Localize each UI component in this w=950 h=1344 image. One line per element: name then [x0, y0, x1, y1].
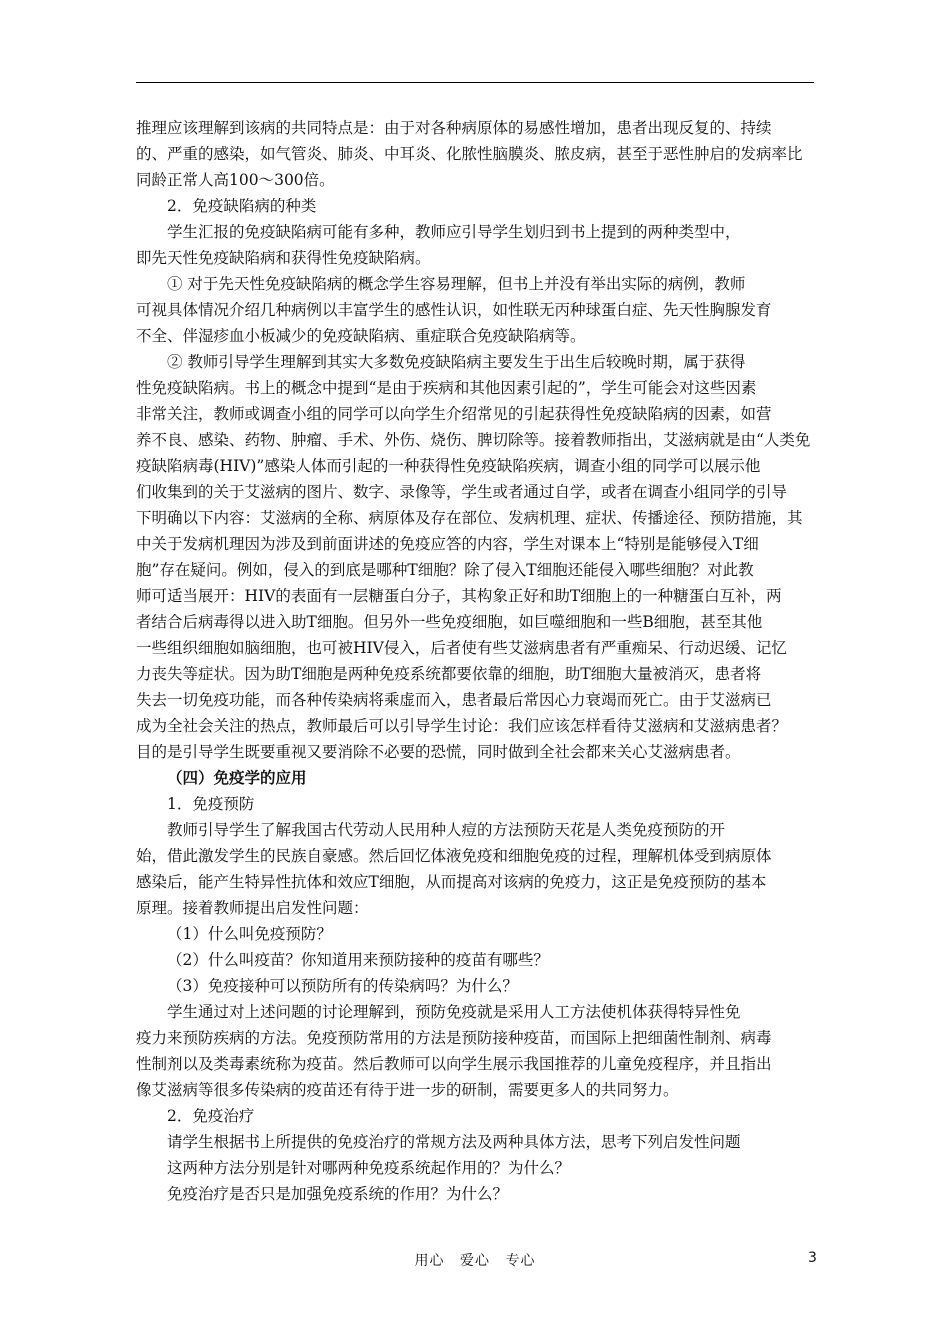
paragraph-line: 像艾滋病等很多传染病的疫苗还有待于进一步的研制，需要更多人的共同努力。 [136, 1081, 679, 1099]
paragraph-line: 不全、伴湿疹血小板减少的免疫缺陷病、重症联合免疫缺陷病等。 [136, 327, 586, 345]
paragraph-first-line: 请学生根据书上所提供的免疫治疗的常规方法及两种具体方法，思考下列启发性问题 [167, 1133, 741, 1151]
document-body [136, 115, 816, 1207]
paragraph-first-line: 教师引导学生了解我国古代劳动人民用种人痘的方法预防天花是人类免疫预防的开 [167, 821, 726, 839]
paragraph-line: 的、严重的感染，如气管炎、肺炎、中耳炎、化脓性脑膜炎、脓皮病，甚至于恶性肿启的发病率比 [136, 145, 803, 163]
paragraph-line: 疫缺陷病毒(HIV)”感染人体而引起的一种获得性免疫缺陷疾病，调查小组的同学可以展示他 [136, 457, 761, 475]
footer-motto: 用心 爱心 专心 [414, 1253, 536, 1269]
paragraph-line: 力丧失等症状。因为助T细胞是两种免疫系统都要依靠的细胞，助T细胞大量被消灭，患者将 [136, 665, 762, 683]
paragraph-line: 中关于发病机理因为涉及到前面讲述的免疫应答的内容，学生对课本上“特别是能够侵入T细 [136, 535, 759, 553]
paragraph-first-line: 1．免疫预防 [167, 795, 255, 813]
paragraph-line: 下明确以下内容：艾滋病的全称、病原体及存在部位、发病机理、症状、传播途径、预防措施，其 [136, 509, 803, 527]
paragraph-line: 师可适当展开：HIV的表面有一层糖蛋白分子，其构象正好和助T细胞上的一种糖蛋白互补，两 [136, 587, 782, 605]
paragraph-line: 目的是引导学生既要重视又要消除不必要的恐慌，同时做到全社会都来关心艾滋病患者。 [136, 743, 741, 761]
paragraph-line: 失去一切免疫功能，而各种传染病将乘虚而入，患者最后常因心力衰竭而死亡。由于艾滋病已 [136, 691, 772, 709]
paragraph-line: 们收集到的关于艾滋病的图片、数字、录像等，学生或者通过自学，或者在调查小组同学的引导 [136, 483, 788, 501]
paragraph-line: 性制剂以及类毒素统称为疫苗。然后教师可以向学生展示我国推荐的儿童免疫程序，并且指出 [136, 1055, 772, 1073]
paragraph-first-line: （四）免疫学的应用 [167, 768, 307, 787]
paragraph-first-line: 2．免疫治疗 [167, 1107, 255, 1125]
paragraph-line: 养不良、感染、药物、肿瘤、手术、外伤、烧伤、脾切除等。接着教师指出，艾滋病就是由“人类免 [136, 431, 811, 449]
paragraph-first-line: ① 对于先天性免疫缺陷病的概念学生容易理解，但书上并没有举出实际的病例，教师 [167, 275, 746, 293]
paragraph-first-line: 2．免疫缺陷病的种类 [167, 197, 317, 215]
paragraph-line: 者结合后病毒得以进入助T细胞。但另外一些免疫细胞，如巨噬细胞和一些B细胞，甚至其他 [136, 613, 763, 631]
paragraph-first-line: （2）什么叫疫苗？你知道用来预防接种的疫苗有哪些？ [167, 951, 549, 969]
paragraph-line: 性免疫缺陷病。书上的概念中提到“是由于疾病和其他因素引起的”，学生可能会对这些因素 [136, 379, 757, 397]
paragraph-first-line: 免疫治疗是否只是加强免疫系统的作用？为什么？ [167, 1185, 509, 1203]
paragraph-first-line: （3）免疫接种可以预防所有的传染病吗？为什么？ [167, 977, 518, 995]
paragraph-line: 感染后，能产生特异性抗体和效应T细胞，从而提高对该病的免疫力，这正是免疫预防的基本 [136, 873, 767, 891]
paragraph-line: 可视具体情况介绍几种病例以丰富学生的感性认识，如性联无丙种球蛋白症、先天性胸腺发育 [136, 301, 772, 319]
header-rule [136, 82, 814, 83]
paragraph-line: 胞”存在疑问。例如，侵入的到底是哪种T细胞？除了侵入T细胞还能侵入哪些细胞？对此教 [136, 561, 754, 579]
paragraph-first-line: 学生通过对上述问题的讨论理解到，预防免疫就是采用人工方法使机体获得特异性免 [167, 1003, 741, 1021]
paragraph-line: 即先天性免疫缺陷病和获得性免疫缺陷病。 [136, 249, 431, 267]
paragraph-first-line: ② 教师引导学生理解到其实大多数免疫缺陷病主要发生于出生后较晚时期，属于获得 [167, 353, 746, 371]
paragraph-line: 始，借此激发学生的民族自豪感。然后回忆体液免疫和细胞免疫的过程，理解机体受到病原体 [136, 847, 772, 865]
paragraph-first-line: （1）什么叫免疫预防？ [167, 925, 332, 943]
page-number: 3 [808, 1250, 817, 1266]
paragraph-line: 一些组织细胞如脑细胞，也可被HIV侵入，后者使有些艾滋病患者有严重痴呆、行动迟缓、记忆 [136, 639, 787, 657]
paragraph-line: 疫力来预防疾病的方法。免疫预防常用的方法是预防接种疫苗，而国际上把细菌性制剂、病毒 [136, 1029, 772, 1047]
paragraph-line: 同龄正常人高100～300倍。 [136, 171, 335, 189]
paragraph-line: 原理。接着教师提出启发性问题： [136, 899, 369, 917]
paragraph-first-line: 这两种方法分别是针对哪两种免疫系统起作用的？为什么？ [167, 1159, 571, 1177]
paragraph-first-line: 推理应该理解到该病的共同特点是：由于对各种病原体的易感性增加，患者出现反复的、持续 [136, 119, 772, 137]
paragraph-line: 非常关注，教师或调查小组的同学可以向学生介绍常见的引起获得性免疫缺陷病的因素，如营 [136, 405, 772, 423]
paragraph-line: 成为全社会关注的热点，教师最后可以引导学生讨论：我们应该怎样看待艾滋病和艾滋病患者？ [136, 717, 788, 735]
paragraph-first-line: 学生汇报的免疫缺陷病可能有多种，教师应引导学生划归到书上提到的两种类型中， [167, 223, 741, 241]
